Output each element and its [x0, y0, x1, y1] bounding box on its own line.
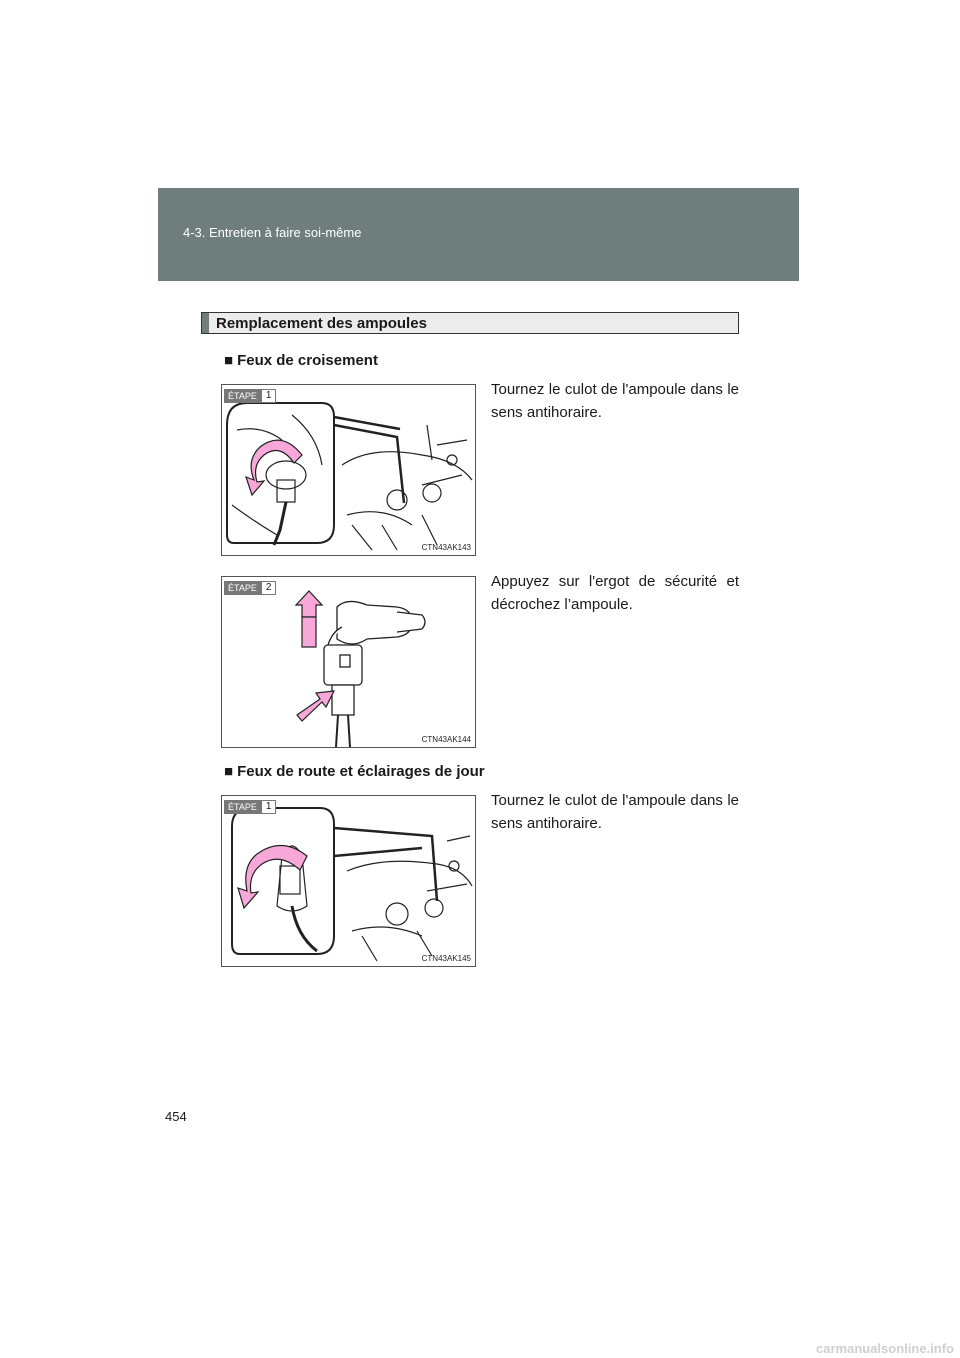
subheading-high-beam	[224, 763, 485, 780]
bulb-release-illustration	[222, 577, 476, 748]
figure-step-1-high-beam	[221, 795, 476, 967]
headlight-socket-illustration	[222, 385, 476, 556]
step-badge	[224, 389, 276, 403]
subheading-low-beam	[224, 352, 378, 369]
figure-code: CTN43AK145	[421, 954, 471, 963]
figure-code: CTN43AK143	[421, 543, 471, 552]
section-title: Remplacement des ampoules	[216, 315, 427, 332]
figure-step-1-low-beam	[221, 384, 476, 556]
instruction-step-1: Tournez le culot de l'ampoule dans le sens antihoraire.	[491, 381, 739, 421]
instruction-step-1-high-beam: Tournez le culot de l'ampoule dans le sens antihoraire.	[491, 792, 739, 832]
section-accent	[202, 313, 209, 333]
watermark: carmanualsonline.info	[634, 1338, 960, 1358]
figure-code: CTN43AK144	[421, 735, 471, 744]
highbeam-socket-illustration	[222, 796, 476, 967]
page-number: 454	[165, 1109, 187, 1124]
step-label: ÉTAPE	[224, 581, 261, 595]
section-title-bar	[201, 312, 739, 334]
step-number: 2	[261, 581, 277, 595]
figure-step-2-low-beam	[221, 576, 476, 748]
square-bullet-icon: ■	[224, 763, 234, 780]
step-number: 1	[261, 800, 277, 814]
step-badge	[224, 800, 276, 814]
subheading-text: Feux de croisement	[237, 352, 378, 369]
subheading-text: Feux de route et éclairages de jour	[237, 763, 485, 780]
chapter-header	[158, 188, 799, 281]
step-number: 1	[261, 389, 277, 403]
chapter-title: 4-3. Entretien à faire soi-même	[183, 225, 362, 240]
step-label: ÉTAPE	[224, 389, 261, 403]
step-label: ÉTAPE	[224, 800, 261, 814]
instruction-step-2: Appuyez sur l'ergot de sécurité et décrochez l’ampoule.	[491, 573, 739, 613]
square-bullet-icon: ■	[224, 352, 234, 369]
step-badge	[224, 581, 276, 595]
